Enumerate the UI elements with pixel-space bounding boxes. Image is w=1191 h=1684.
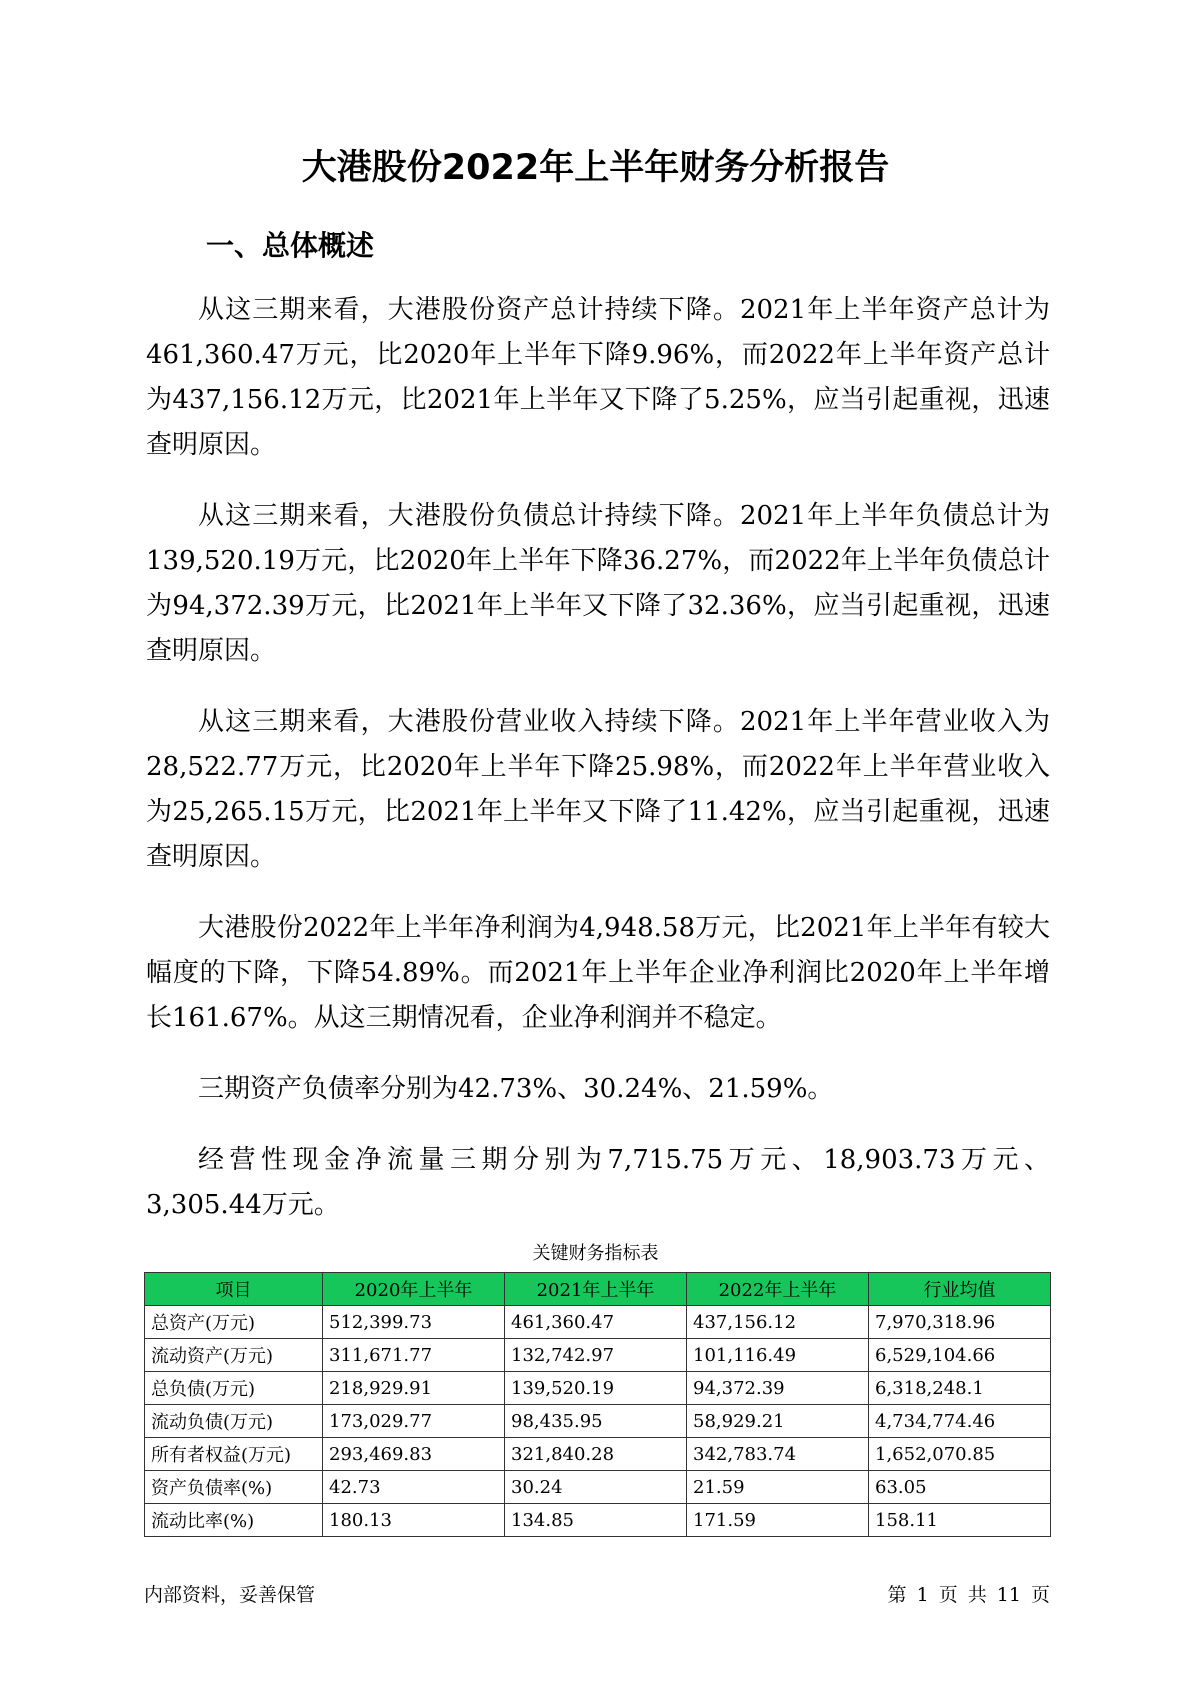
section-heading: 一、总体概述 bbox=[206, 229, 375, 262]
table-cell: 42.73 bbox=[323, 1471, 505, 1504]
paragraph-debt-ratio: 三期资产负债率分别为42.73%、30.24%、21.59%。 bbox=[198, 1074, 834, 1104]
row-label: 总资产(万元) bbox=[145, 1306, 323, 1339]
row-label: 流动比率(%) bbox=[145, 1504, 323, 1537]
table-row bbox=[145, 1438, 1051, 1471]
paragraph-assets: 从这三期来看，大港股份资产总计持续下降。2021年上半年资产总计为461,360.47万元，比2020年上半年下降9.96%，而2022年上半年资产总计为437,156.12万元，比2021年上半年又下降了5.25%，应当引起重视，迅速查明原因。 bbox=[146, 295, 1050, 460]
row-label: 流动负债(万元) bbox=[145, 1405, 323, 1438]
footer-confidential-note: 内部资料，妥善保管 bbox=[144, 1584, 316, 1606]
row-label: 总负债(万元) bbox=[145, 1372, 323, 1405]
table-header-row bbox=[145, 1273, 1051, 1306]
header-2020h1: 2020年上半年 bbox=[323, 1273, 505, 1306]
table-cell: 311,671.77 bbox=[323, 1339, 505, 1372]
header-2021h1: 2021年上半年 bbox=[505, 1273, 687, 1306]
table-row bbox=[145, 1471, 1051, 1504]
table-cell: 1,652,070.85 bbox=[869, 1438, 1051, 1471]
table-cell: 171.59 bbox=[687, 1504, 869, 1537]
table-cell: 6,529,104.66 bbox=[869, 1339, 1051, 1372]
table-cell: 98,435.95 bbox=[505, 1405, 687, 1438]
table-cell: 63.05 bbox=[869, 1471, 1051, 1504]
table-caption: 关键财务指标表 bbox=[532, 1243, 659, 1264]
table-cell: 6,318,248.1 bbox=[869, 1372, 1051, 1405]
row-label: 流动资产(万元) bbox=[145, 1339, 323, 1372]
header-2022h1: 2022年上半年 bbox=[687, 1273, 869, 1306]
table-cell: 173,029.77 bbox=[323, 1405, 505, 1438]
key-financial-indicators-table bbox=[144, 1272, 1051, 1537]
table-cell: 7,970,318.96 bbox=[869, 1306, 1051, 1339]
table-cell: 132,742.97 bbox=[505, 1339, 687, 1372]
table-cell: 101,116.49 bbox=[687, 1339, 869, 1372]
table-cell: 4,734,774.46 bbox=[869, 1405, 1051, 1438]
table-row bbox=[145, 1339, 1051, 1372]
paragraph-cash-flow: 经营性现金净流量三期分别为7,715.75万元、18,903.73万元、3,305.44万元。 bbox=[146, 1145, 1050, 1220]
table-cell: 180.13 bbox=[323, 1504, 505, 1537]
table-cell: 21.59 bbox=[687, 1471, 869, 1504]
table-cell: 139,520.19 bbox=[505, 1372, 687, 1405]
paragraph-revenue: 从这三期来看，大港股份营业收入持续下降。2021年上半年营业收入为28,522.77万元，比2020年上半年下降25.98%，而2022年上半年营业收入为25,265.15万元，比2021年上半年又下降了11.42%，应当引起重视，迅速查明原因。 bbox=[146, 707, 1050, 872]
table-cell: 321,840.28 bbox=[505, 1438, 687, 1471]
table-cell: 134.85 bbox=[505, 1504, 687, 1537]
row-label: 所有者权益(万元) bbox=[145, 1438, 323, 1471]
table-cell: 461,360.47 bbox=[505, 1306, 687, 1339]
footer-page-number: 第 1 页 共 11 页 bbox=[887, 1584, 1050, 1606]
table-cell: 218,929.91 bbox=[323, 1372, 505, 1405]
table-cell: 58,929.21 bbox=[687, 1405, 869, 1438]
row-label: 资产负债率(%) bbox=[145, 1471, 323, 1504]
table-row bbox=[145, 1504, 1051, 1537]
header-industry-average: 行业均值 bbox=[869, 1273, 1051, 1306]
paragraph-net-profit: 大港股份2022年上半年净利润为4,948.58万元，比2021年上半年有较大幅度的下降，下降54.89%。而2021年上半年企业净利润比2020年上半年增长161.67%。从这三期情况看，企业净利润并不稳定。 bbox=[146, 913, 1050, 1033]
table-row bbox=[145, 1372, 1051, 1405]
table-cell: 94,372.39 bbox=[687, 1372, 869, 1405]
paragraph-liabilities: 从这三期来看，大港股份负债总计持续下降。2021年上半年负债总计为139,520.19万元，比2020年上半年下降36.27%，而2022年上半年负债总计为94,372.39万元，比2021年上半年又下降了32.36%，应当引起重视，迅速查明原因。 bbox=[146, 501, 1050, 666]
table-cell: 158.11 bbox=[869, 1504, 1051, 1537]
table-row bbox=[145, 1306, 1051, 1339]
header-item: 项目 bbox=[145, 1273, 323, 1306]
table-row bbox=[145, 1405, 1051, 1438]
table-cell: 293,469.83 bbox=[323, 1438, 505, 1471]
body-text bbox=[146, 288, 1050, 1254]
table-cell: 437,156.12 bbox=[687, 1306, 869, 1339]
table-cell: 512,399.73 bbox=[323, 1306, 505, 1339]
table-cell: 30.24 bbox=[505, 1471, 687, 1504]
table-cell: 342,783.74 bbox=[687, 1438, 869, 1471]
page-title: 大港股份2022年上半年财务分析报告 bbox=[301, 148, 890, 188]
